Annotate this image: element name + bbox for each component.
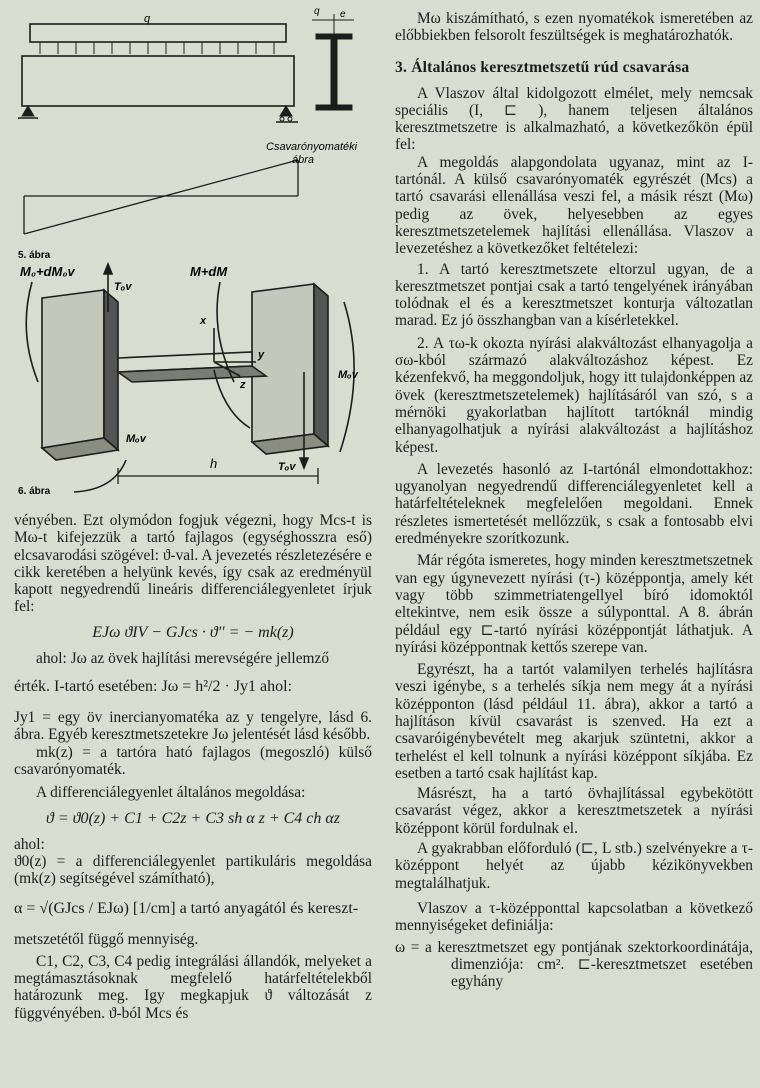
load-label: q xyxy=(144,13,151,25)
torsion-moment-diagram xyxy=(24,160,298,234)
label-y: y xyxy=(258,349,265,361)
i-section-sketch xyxy=(312,14,354,110)
distributed-load xyxy=(30,24,286,54)
left-paragraph-4: Jy1 = egy öv inercianyomatéka az y tengelyre, lásd 6. ábra. Egyéb keresztmetszetekre Jω jelentését lásd később. xyxy=(14,709,372,744)
left-paragraph-8: ϑ0(z) = a differenciálegyenlet partikuláris megoldása (mk(z) segítségével számítható), xyxy=(14,852,372,888)
right-paragraph-1: Mω kiszámítható, s ezen nyomatékok ismeretében az előbbiekben felsorolt feszültségek is meghatározhatók. xyxy=(395,10,753,45)
label-m-bottom: Mₒv xyxy=(126,433,146,445)
right-paragraph-11: Vlaszov a τ-középponttal kapcsolatban a következő mennyiségeket definiálja: xyxy=(395,899,753,935)
section-label: q xyxy=(314,6,320,17)
diagram-label-2: ábra xyxy=(292,154,315,166)
left-paragraph-1: vényében. Ezt olymódon fogjuk végezni, hogy Mcs-t is Mω-t kifejezzük a tartó fajlagos (egységhosszra eső) elcsavarodási szögével: ϑ-val. A jevezetés részletezésére e cikk keretében a helyünk kevés, így csak az eredményül kapott negyedrendű lineáris differenciálegyenletet írjuk fel: xyxy=(14,512,372,616)
section-dim: e xyxy=(340,9,346,20)
label-z: z xyxy=(240,379,246,391)
diagram-label-1: Csavarónyomatéki xyxy=(266,141,358,153)
section-heading: 3. Általános keresztmetszetű rúd csavarása xyxy=(395,58,690,76)
right-paragraph-3: A megoldás alapgondolata ugyanaz, mint az I-tartónál. A külső csavarónyomaték egyrészét (Mcs) a tartó csavarási ellenállása veszi fel, a másik részt (Mω) pedig az övek, helyesebben az egyes keresztmetszetelemek hajlítási ellenállása. Vlaszov a levezetéshez a következőket feltételezi: xyxy=(395,153,753,258)
left-paragraph-10: C1, C2, C3, C4 pedig integrálási állandók, melyeket a megtámasztásoknak megfelelő határfeltételekből határozunk meg. Igy megkapjuk ϑ változását z függvényében. ϑ-ból Mcs és xyxy=(14,952,372,1022)
right-paragraph-4: 1. A tartó keresztmetszete eltorzul ugyan, de a keresztmetszet pontjai csak a tartó tengelyének irányában tolódnak el és a keresztmetszet konturja változatlan marad. Ez jó összhangban van a kísérletekkel. xyxy=(395,260,753,330)
right-paragraph-7: Már régóta ismeretes, hogy minden keresztmetszetnek van egy úgynevezett nyírási (τ-) középpontja, amely két vagy több szimmetriatengellyel bíró idomoktól eltekintve, nem esik össze a súlyponttal. A 8. ábrán például egy ⊏-tartó nyírási középpontját láthatjuk. A nyírási középpontnak kettős szerepe van. xyxy=(395,552,753,656)
equation-2: ϑ = ϑ0(z) + C1 + C2z + C3 sh α z + C4 ch αz xyxy=(45,809,341,827)
figure-6 xyxy=(14,262,372,500)
label-t-right: Tₒv xyxy=(278,461,296,473)
figure-5 xyxy=(14,0,372,262)
figure-5-caption: 5. ábra xyxy=(18,250,51,261)
right-paragraph-8: Egyrészt, ha a tartót valamilyen terhelés hajlításra veszi igénybe, s a terhelés síkja nem megy át a nyírási középponton (lásd például 11. ábra), akkor a tartó a hajlításon kívül csavarást is szenved. Ha ezt a csavaróigénybevételt meg akarjuk szüntetni, akkor a terhelést el kell tolnunk a nyírási középpont síkjába. Ez esetben a tartó csak hajlítást kap. xyxy=(395,661,753,782)
equation-3: α = √(GJcs / EJω) [1/cm] a tartó anyagától és kereszt- xyxy=(14,900,359,918)
right-paragraph-6: A levezetés hasonló az I-tartónál elmondottakhoz: ugyanolyan negyedrendű differenciálegyenletet kell a határfeltételeknek megfelelően megoldani. Ennek részletes ismertetését mellőzzük, s csak a fontosabb elvi eredményekre szorítkozunk. xyxy=(395,460,753,548)
right-paragraph-9: Másrészt, ha a tartó övhajlítással egybekötött csavarást végez, akkor a keresztmetszetek a nyírási középpont körül fordulnak el. xyxy=(395,785,753,837)
left-paragraph-7: ahol: xyxy=(14,835,45,853)
beam xyxy=(18,56,298,122)
label-top-center: M+dM xyxy=(190,264,228,279)
label-t-left: Tₒv xyxy=(114,281,132,293)
left-paragraph-6: A differenciálegyenlet általános megoldása: xyxy=(36,784,306,802)
left-paragraph-9: metszetétől függő mennyiség. xyxy=(14,931,199,949)
label-m-right: Mₒv xyxy=(338,369,358,381)
flange-left xyxy=(42,290,118,460)
left-column xyxy=(14,0,372,1022)
label-x: x xyxy=(200,315,207,327)
web xyxy=(118,352,266,382)
figure-6-caption: 6. ábra xyxy=(18,486,51,497)
label-h: h xyxy=(210,456,218,471)
left-paragraph-5: mk(z) = a tartóra ható fajlagos (megoszló) külső csavarónyomaték. xyxy=(14,743,372,778)
right-paragraph-5: 2. A τω-k okozta nyírási alakváltozást elhanyagolja a σω-kból származó alakváltozáshoz képest. Ez kézenfekvő, ha meggondoljuk, hogy itt tulajdonképpen az övek (keresztmetszetelemek) hajlításáról van szó, s a mérnöki gyakorlatban hajlított tartóknál mindig elhanyagolhatjuk a nyírási alakváltozást a hajlításhoz képest. xyxy=(395,334,753,456)
equation-1: EJω ϑIV − GJcs · ϑ'' = − mk(z) xyxy=(92,623,294,641)
left-paragraph-3: érték. I-tartó esetében: Jω = h²/2 · Jy1 ahol: xyxy=(14,678,293,696)
right-paragraph-12: ω = a keresztmetszet egy pontjának szektorkoordinátája, dimenziója: cm². ⊏-keresztmetszet esetében egyhány xyxy=(395,938,753,991)
right-column xyxy=(395,10,753,990)
right-paragraph-2: A Vlaszov által kidolgozott elmélet, mely nemcsak speciális (I, ⊏ ), hanem teljesen általános keresztmetszetre is alkalmazható, a következőkön épül fel: xyxy=(395,84,753,154)
left-paragraph-2: ahol: Jω az övek hajlítási merevségére jellemző xyxy=(36,649,330,667)
flange-right xyxy=(252,284,328,454)
label-top-left: M₀+dM₀v xyxy=(20,264,75,279)
right-paragraph-10: A gyakrabban előforduló (⊏, L stb.) szelvényekre a τ-középpont helyét az újabb kézikönyvekben megtalálhatjuk. xyxy=(395,840,753,892)
